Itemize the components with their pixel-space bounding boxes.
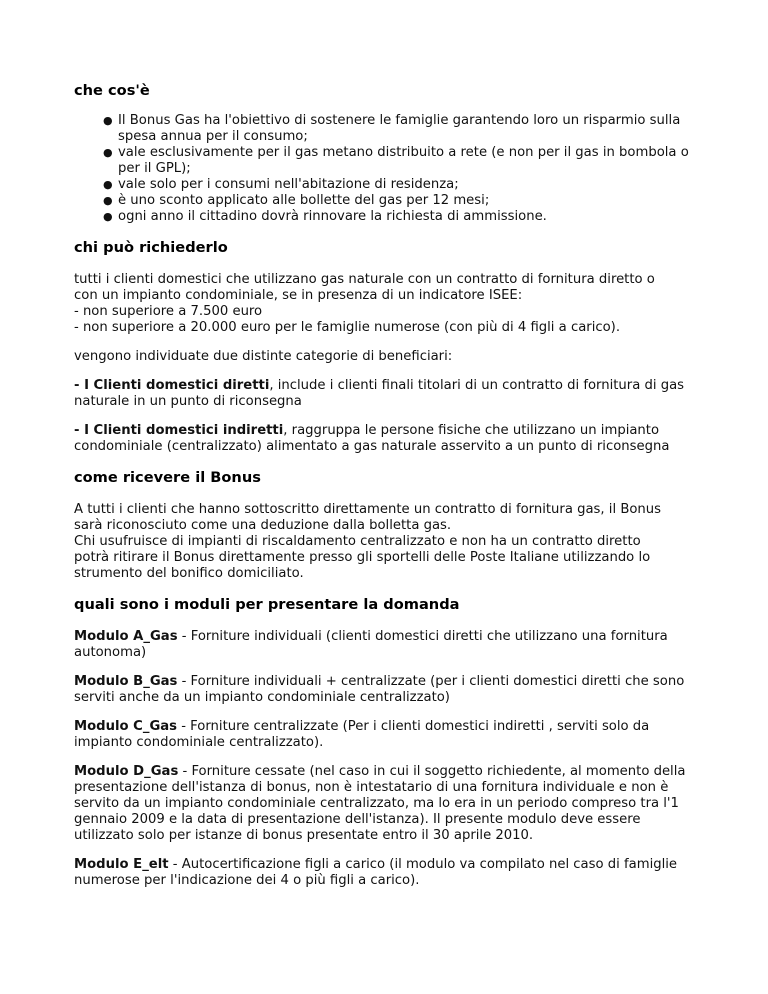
direct-clients-paragraph <box>74 378 704 410</box>
module-name: Modulo E_elt <box>74 857 169 872</box>
eligibility-line: - non superiore a 20.000 euro per le famiglie numerose (con più di 4 figli a carico). <box>74 320 621 335</box>
how-to-receive-paragraph <box>74 502 704 582</box>
bullet-icon: ● <box>103 194 113 207</box>
section-heading-who-can-apply: chi può richiederlo <box>74 239 228 256</box>
indirect-clients-label: - I Clienti domestici indiretti <box>74 423 284 438</box>
features-list <box>74 113 704 225</box>
list-item-text: è uno sconto applicato alle bollette del gas per 12 mesi; <box>118 193 490 208</box>
list-item <box>103 113 704 145</box>
module-c-paragraph <box>74 719 704 751</box>
list-item-text: ogni anno il cittadino dovrà rinnovare la richiesta di ammissione. <box>118 209 547 224</box>
module-name: Modulo B_Gas <box>74 674 178 689</box>
bullet-icon: ● <box>103 178 113 191</box>
module-description: - Forniture individuali (clienti domestici diretti che utilizzano una fornitura autonoma) <box>74 629 668 660</box>
list-item <box>103 145 704 177</box>
section-heading-how-to-receive: come ricevere il Bonus <box>74 469 261 486</box>
paragraph-line: A tutti i clienti che hanno sottoscritto direttamente un contratto di fornitura gas, il Bonus <box>74 502 662 517</box>
paragraph-line: strumento del bonifico domiciliato. <box>74 566 304 581</box>
module-description: - Forniture individuali + centralizzate (per i clienti domestici diretti che sono serviti anche da un impianto condominiale centralizzato) <box>74 674 685 705</box>
module-a-paragraph <box>74 629 704 661</box>
eligibility-line: tutti i clienti domestici che utilizzano gas naturale con un contratto di fornitura diretto o <box>74 272 655 287</box>
paragraph-line: potrà ritirare il Bonus direttamente presso gli sportelli delle Poste Italiane utilizzando lo <box>74 550 651 565</box>
eligibility-paragraph <box>74 272 704 336</box>
paragraph-line: sarà riconosciuto come una deduzione dalla bolletta gas. <box>74 518 452 533</box>
paragraph-line: Chi usufruisce di impianti di riscaldamento centralizzato e non ha un contratto diretto <box>74 534 641 549</box>
list-item <box>103 177 704 193</box>
direct-clients-text: , include i clienti finali titolari di un contratto di fornitura di gas naturale in un punto di riconsegna <box>74 378 685 409</box>
direct-clients-label: - I Clienti domestici diretti <box>74 378 270 393</box>
eligibility-line: con un impianto condominiale, se in presenza di un indicatore ISEE: <box>74 288 523 303</box>
module-d-paragraph <box>74 764 704 844</box>
list-item-text: Il Bonus Gas ha l'obiettivo di sostenere le famiglie garantendo loro un risparmio sulla spesa annua per il consumo; <box>118 113 681 144</box>
module-description: - Autocertificazione figli a carico (il modulo va compilato nel caso di famiglie numerose per l'indicazione dei 4 o più figli a carico). <box>74 857 678 888</box>
list-item <box>103 209 704 225</box>
eligibility-line: - non superiore a 7.500 euro <box>74 304 263 319</box>
list-item-text: vale esclusivamente per il gas metano distribuito a rete (e non per il gas in bombola o per il GPL); <box>118 145 689 176</box>
indirect-clients-text: , raggruppa le persone fisiche che utilizzano un impianto condominiale (centralizzato) alimentato a gas naturale asservito a un punto di riconsegna <box>74 423 670 454</box>
indirect-clients-paragraph <box>74 423 704 455</box>
module-e-paragraph <box>74 857 704 889</box>
list-item-text: vale solo per i consumi nell'abitazione di residenza; <box>118 177 459 192</box>
section-heading-what-is-it: che cos'è <box>74 82 150 99</box>
bullet-icon: ● <box>103 146 113 159</box>
module-name: Modulo C_Gas <box>74 719 178 734</box>
categories-intro: vengono individuate due distinte categorie di beneficiari: <box>74 349 453 364</box>
list-item <box>103 193 704 209</box>
section-heading-forms: quali sono i moduli per presentare la domanda <box>74 596 460 613</box>
module-b-paragraph <box>74 674 704 706</box>
document-page <box>74 82 704 889</box>
module-name: Modulo D_Gas <box>74 764 179 779</box>
module-description: - Forniture centralizzate (Per i clienti domestici indiretti , serviti solo da impianto condominiale centralizzato). <box>74 719 650 750</box>
bullet-icon: ● <box>103 114 113 127</box>
bullet-icon: ● <box>103 210 113 223</box>
module-name: Modulo A_Gas <box>74 629 178 644</box>
module-description: - Forniture cessate (nel caso in cui il soggetto richiedente, al momento della presentazione dell'istanza di bonus, non è intestatario di una fornitura individuale e non è servito da un impianto condominiale centralizzato, ma lo era in un periodo compreso tra l'1 gennaio 2009 e la data di presentazione dell'istanza). Il presente modulo deve essere utilizzato solo per istanze di bonus presentate entro il 30 aprile 2010. <box>74 764 686 843</box>
